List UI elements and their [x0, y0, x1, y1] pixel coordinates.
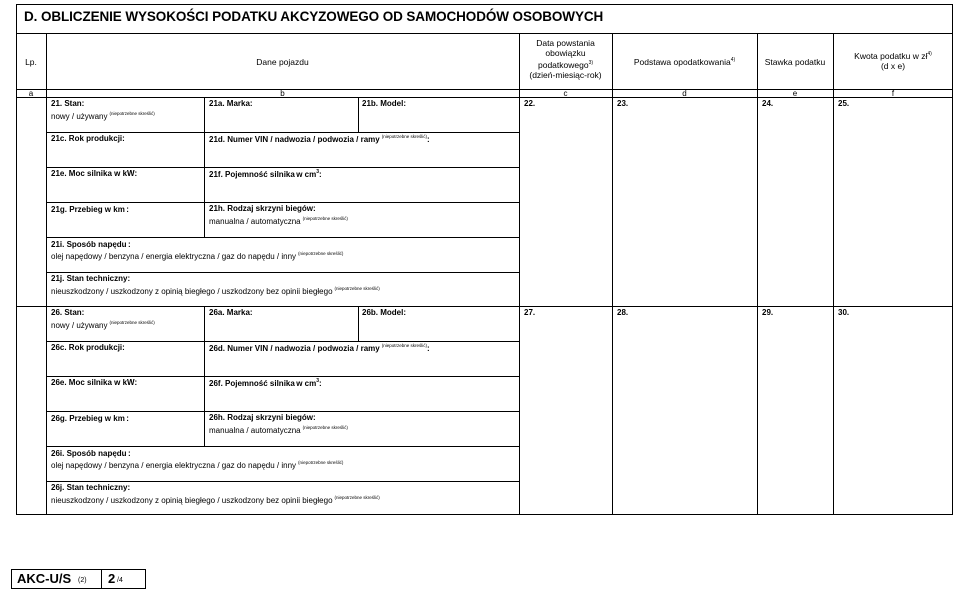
col-a-divider — [46, 33, 47, 515]
field-26g-przebieg[interactable]: 26g. Przebieg w km : — [51, 414, 129, 423]
letter-a: a — [28, 89, 34, 98]
field-26h-rodzaj-skrzyni[interactable]: 26h. Rodzaj skrzyni biegów: — [209, 413, 316, 422]
v2-row2-line — [46, 376, 519, 377]
v2-split-358 — [358, 306, 359, 341]
header-stawka-podatku: Stawka podatku — [764, 57, 826, 67]
field-21b-model[interactable]: 21b. Model: — [362, 99, 407, 108]
field-30-kwota[interactable]: 30. — [838, 308, 850, 317]
field-24-stawka[interactable]: 24. — [762, 99, 774, 108]
letter-d: d — [682, 89, 687, 98]
v1-row2-line — [46, 167, 519, 168]
field-21j-stan-techniczny[interactable]: 21j. Stan techniczny: — [51, 274, 131, 283]
field-21d-numer-vin[interactable]: 21d. Numer VIN / nadwozia / podwozia / ramy $^{(niepotrzebne skreślić)}$: — [209, 134, 430, 144]
form-code: AKC-U/S — [17, 571, 72, 586]
v2-row1-line — [46, 341, 519, 342]
form-version: (2) — [78, 577, 87, 584]
field-21g-przebieg[interactable]: 21g. Przebieg w km : — [51, 205, 129, 214]
field-26d-numer-vin[interactable]: 26d. Numer VIN / nadwozia / podwozia / ramy $^{(niepotrzebne skreślić)}$: — [209, 343, 430, 353]
vehicle-separator-line — [16, 306, 953, 307]
tax-calculation-table — [16, 33, 953, 515]
letter-e: e — [792, 89, 798, 98]
page-number-box — [101, 569, 146, 589]
v2-row3-line — [46, 411, 519, 412]
field-29-stawka[interactable]: 29. — [762, 308, 774, 317]
field-25-kwota[interactable]: 25. — [838, 99, 850, 108]
field-21a-marka[interactable]: 21a. Marka: — [209, 99, 253, 108]
v2-split-204 — [204, 306, 205, 446]
col-b-divider — [519, 33, 520, 515]
field-26j-stan-techniczny[interactable]: 26j. Stan techniczny: — [51, 483, 131, 492]
form-code-box — [11, 569, 102, 589]
field-26c-rok-produkcji[interactable]: 26c. Rok produkcji: — [51, 343, 125, 352]
v1-split-358 — [358, 97, 359, 132]
field-26b-model[interactable]: 26b. Model: — [362, 308, 407, 317]
field-21i-sposob-napedu[interactable]: 21i. Sposób napędu : — [51, 240, 131, 249]
field-26i-sposob-napedu-value[interactable]: olej napędowy / benzyna / energia elektryczna / gaz do napędu / inny $^{(niepotrzebne skreślić)}$ — [51, 460, 344, 470]
v1-row3-line — [46, 202, 519, 203]
field-21h-rodzaj-skrzyni-value[interactable]: manualna / automatyczna $^{(niepotrzebne skreślić)}$ — [209, 216, 348, 226]
field-26-stan[interactable]: 26. Stan: — [51, 308, 85, 317]
field-26i-sposob-napedu[interactable]: 26i. Sposób napędu : — [51, 449, 131, 458]
field-21i-sposob-napedu-value[interactable]: olej napędowy / benzyna / energia elektryczna / gaz do napędu / inny $^{(niepotrzebne skreślić)}$ — [51, 251, 344, 261]
field-22-data[interactable]: 22. — [524, 99, 536, 108]
letter-c: c — [563, 89, 568, 98]
field-26j-stan-techniczny-value[interactable]: nieuszkodzony / uszkodzony z opinią biegłego / uszkodzony bez opinii biegłego $^{(niepotrzebne skreślić)}$ — [51, 495, 380, 505]
letter-b: b — [280, 89, 285, 98]
field-26f-pojemnosc-silnika[interactable]: 26f. Pojemność silnika w $cm^3$: — [209, 378, 322, 388]
page-number: 2 — [108, 571, 116, 586]
field-21-stan[interactable]: 21. Stan: — [51, 99, 85, 108]
field-23-podstawa[interactable]: 23. — [617, 99, 629, 108]
section-title: D. OBLICZENIE WYSOKOŚCI PODATKU AKCYZOWEGO OD SAMOCHODÓW OSOBOWYCH — [24, 9, 604, 24]
field-21-stan-value[interactable]: nowy / używany $^{(niepotrzebne skreślić)}$ — [51, 111, 155, 121]
v2-row4-line — [46, 446, 519, 447]
col-c-divider — [612, 33, 613, 515]
header-podstawa-opodatkowania: Podstawa opodatkowania$^{4)}$ — [633, 57, 736, 67]
field-28-podstawa[interactable]: 28. — [617, 308, 629, 317]
v1-split-204-top — [204, 97, 205, 237]
v1-row1-line — [46, 132, 519, 133]
v1-row4-line — [46, 237, 519, 238]
header-data-powstania: Data powstania obowiązku podatkowego$^{3)}$ (dzień-miesiąc-rok) — [529, 38, 602, 80]
field-26e-moc-silnika[interactable]: 26e. Moc silnika w kW: — [51, 378, 138, 387]
header-dane-pojazdu: Dane pojazdu — [256, 57, 309, 67]
v1-row5-line — [46, 272, 519, 273]
field-21e-moc-silnika[interactable]: 21e. Moc silnika w kW: — [51, 169, 138, 178]
field-21c-rok-produkcji[interactable]: 21c. Rok produkcji: — [51, 134, 125, 143]
col-d-divider — [757, 33, 758, 515]
field-26-stan-value[interactable]: nowy / używany $^{(niepotrzebne skreślić)}$ — [51, 320, 155, 330]
field-21f-pojemnosc-silnika[interactable]: 21f. Pojemność silnika w $cm^3$: — [209, 169, 322, 179]
header-kwota-podatku: Kwota podatku w $zł^{4)}$ (d x e) — [854, 51, 932, 71]
field-21j-stan-techniczny-value[interactable]: nieuszkodzony / uszkodzony z opinią biegłego / uszkodzony bez opinii biegłego $^{(niepotrzebne skreślić)}$ — [51, 286, 380, 296]
letter-f: f — [891, 89, 895, 98]
col-e-divider — [833, 33, 834, 515]
header-lp: Lp. — [25, 57, 37, 67]
field-26a-marka[interactable]: 26a. Marka: — [209, 308, 253, 317]
field-27-data[interactable]: 27. — [524, 308, 536, 317]
page-total: /4 — [117, 577, 123, 584]
field-21h-rodzaj-skrzyni[interactable]: 21h. Rodzaj skrzyni biegów: — [209, 204, 316, 213]
section-title-box — [16, 4, 953, 34]
field-26h-rodzaj-skrzyni-value[interactable]: manualna / automatyczna $^{(niepotrzebne skreślić)}$ — [209, 425, 348, 435]
v2-row5-line — [46, 481, 519, 482]
